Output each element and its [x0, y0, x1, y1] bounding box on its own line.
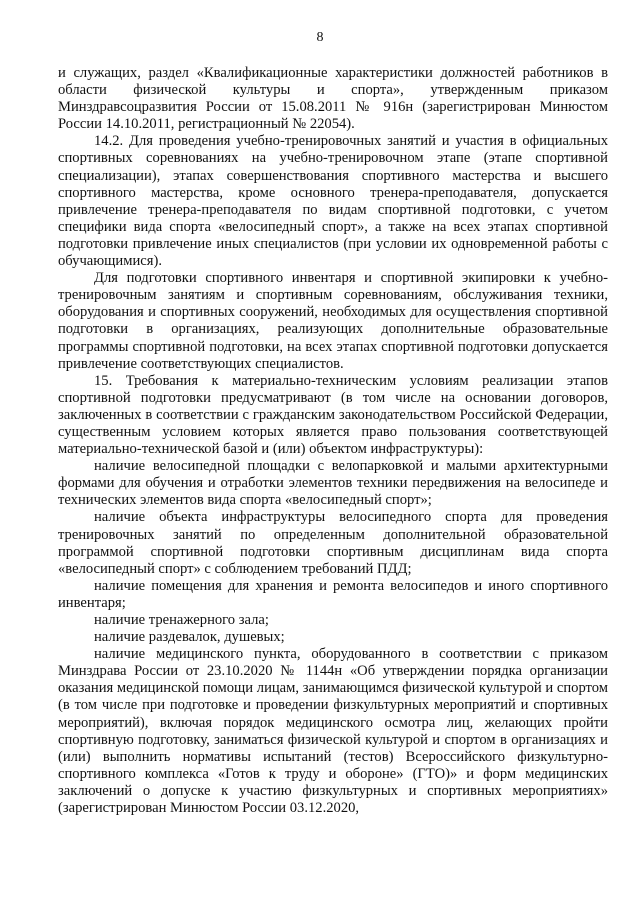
paragraph-specialists: Для подготовки спортивного инвентаря и спортивной экипировки к учебно-тренировочным занятиям и спортивным соревнованиям, обслуживания техники, оборудования и спортивных сооружений, необходимых для осуществления спортивной подготовки в организациях, реализующих дополнительные образовательные программы спортивной подготовки, на всех этапах спортивной подготовки допускается привлечение соответствующих специалистов.	[58, 270, 608, 372]
list-item-infrastructure: наличие объекта инфраструктуры велосипедного спорта для проведения тренировочных занятий по определенным дополнительной образовательной программой спортивной подготовки спортивным дисциплинам вида спорта «велосипедный спорт» с соблюдением требований ПДД;	[58, 509, 608, 577]
paragraph-15: 15. Требования к материально-техническим условиям реализации этапов спортивной подготовки предусматривают (в том числе на основании договоров, заключенных в соответствии с гражданским законодательством Российской Федерации, существенным условием которых является право пользования соответствующей материально-технической базой и (или) объектом инфраструктуры):	[58, 372, 608, 458]
paragraph-continuation: и служащих, раздел «Квалификационные характеристики должностей работников в области физической культуры и спорта», утвержденным приказом Минздравсоцразвития России от 15.08.2011 № 916н (зарегистрирован Минюстом России 14.10.2011, регистрационный № 22054).	[58, 65, 608, 133]
list-item-medical-point: наличие медицинского пункта, оборудованного в соответствии с приказом Минздрава России от 23.10.2020 № 1144н «Об утверждении порядка организации оказания медицинской помощи лицам, занимающимся физической культурой и спортом (в том числе при подготовке и проведении физкультурных мероприятий и спортивных мероприятий), включая порядок медицинского осмотра лиц, желающих пройти спортивную подготовку, заниматься физической культурой и спортом в организациях и (или) выполнить нормативы испытаний (тестов) Всероссийского физкультурно-спортивного комплекса «Готов к труду и обороне» (ГТО)» и форм медицинских заключений о допуске к участию физкультурных и спортивных мероприятиях» (зарегистрирован Минюстом России 03.12.2020,	[58, 646, 608, 817]
list-item-gym: наличие тренажерного зала;	[94, 612, 269, 628]
document-body	[58, 65, 608, 817]
list-item-changing-rooms: наличие раздевалок, душевых;	[94, 629, 285, 646]
page-number: 8	[316, 30, 324, 45]
list-item-storage-room: наличие помещения для хранения и ремонта велосипедов и иного спортивного инвентаря;	[58, 577, 608, 611]
paragraph-14-2: 14.2. Для проведения учебно-тренировочных занятий и участия в официальных спортивных соревнованиях на учебно-тренировочном этапе (этапе спортивной специализации), этапах совершенствования спортивного мастерства и высшего спортивного мастерства, кроме основного тренера-преподавателя, допускается привлечение тренера-преподавателя по видам спортивной подготовки, с учетом специфики вида спорта «велосипедный спорт», а также на всех этапах спортивной подготовки привлечение иных специалистов (при условии их одновременной работы с обучающимися).	[58, 133, 608, 270]
list-item-bicycle-area: наличие велосипедной площадки с велопарковкой и малыми архитектурными формами для обучения и отработки элементов техники передвижения на велосипеде и технических элементов вида спорта «велосипедный спорт»;	[58, 458, 608, 509]
